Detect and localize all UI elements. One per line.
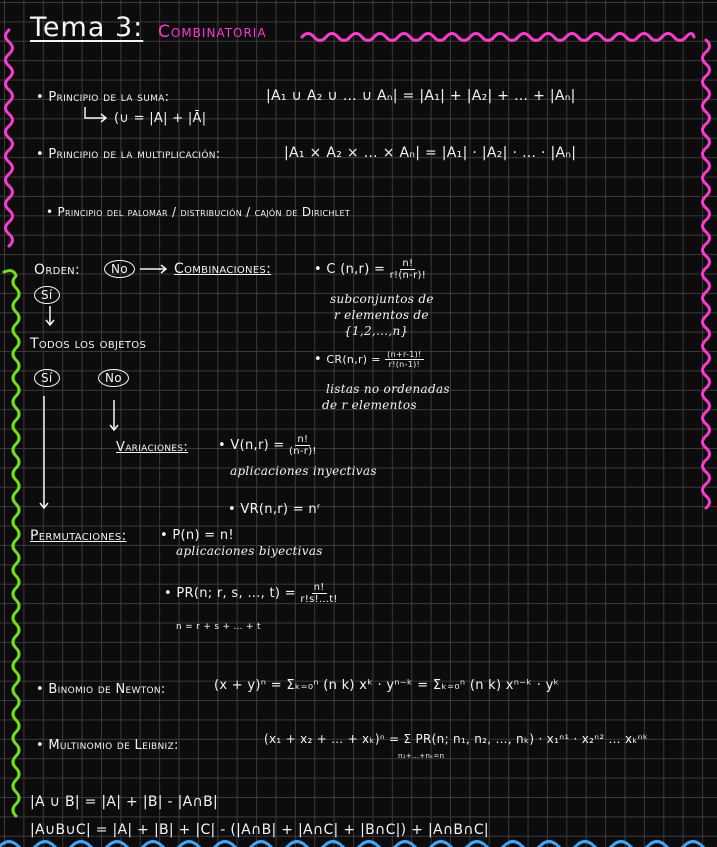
si-circle-2: Sí: [34, 369, 60, 387]
todos-si-arrow: [40, 396, 48, 508]
newton-formula: (x + y)ⁿ = Σₖ₌₀ⁿ (n k) xᵏ · yⁿ⁻ᵏ = Σₖ₌₀ⁿ (n k) xⁿ⁻ᵏ · yᵏ: [214, 678, 560, 693]
variaciones-heading: Variaciones:: [116, 440, 189, 455]
todos-si: [34, 369, 60, 387]
newton-item: [36, 682, 166, 697]
bullet: •: [228, 502, 236, 517]
bullet: •: [314, 352, 322, 367]
sum-principle: [36, 90, 169, 105]
v-formula: [218, 434, 317, 457]
cr-desc1: listas no ordenadas: [326, 382, 450, 396]
pink-wave-left: [6, 30, 13, 246]
sum-note: (∪ = |A| + |Ā|: [114, 111, 207, 126]
todos-no-arrow: [110, 400, 118, 430]
pigeon-label: Principio del palomar / distribución / cajón de Dirichlet: [57, 205, 351, 219]
sum-formula: |A₁ ∪ A₂ ∪ … ∪ Aₙ| = |A₁| + |A₂| + … + |Aₙ|: [266, 88, 576, 104]
combinaciones-heading: Combinaciones:: [174, 261, 272, 277]
todos-objetos: Todos los objetos: [30, 336, 147, 352]
bullet: •: [36, 90, 44, 105]
mult-label: Principio de la multiplicación:: [48, 147, 221, 162]
v-num: n!: [297, 434, 309, 445]
bullet: •: [314, 262, 322, 277]
v-frac: [289, 434, 317, 457]
p-desc: aplicaciones biyectivas: [176, 544, 323, 558]
c-desc3: {1,2,…,n}: [344, 324, 409, 338]
vr-formula: [228, 502, 321, 517]
orden-si: [34, 286, 60, 304]
no-circle: No: [104, 260, 135, 278]
pigeon-principle: [46, 205, 350, 219]
pr-den: r!s!…t!: [300, 594, 338, 605]
c-den: r!(n-r)!: [389, 270, 427, 281]
inclusion-exclusion-2: |A ∪ B| = |A| + |B| - |A∩B|: [30, 794, 218, 810]
permutaciones-heading: Permutaciones:: [30, 528, 127, 544]
si-circle: Sí: [34, 286, 60, 304]
c-formula: [314, 258, 426, 281]
pr-cond: n = r + s + … + t: [176, 622, 261, 632]
cr-frac: [385, 350, 423, 369]
mult-formula: |A₁ × A₂ × … × Aₙ| = |A₁| · |A₂| · … · |Aₙ|: [284, 145, 577, 161]
c-num: n!: [402, 258, 414, 269]
vr-text: VR(n,r) = nʳ: [240, 502, 321, 517]
c-lhs: C (n,r) =: [326, 262, 386, 277]
p-formula: [160, 528, 234, 543]
bullet: •: [36, 738, 44, 753]
bullet: •: [164, 586, 172, 601]
sum-label: Principio de la suma:: [48, 90, 170, 105]
bullet: •: [36, 147, 44, 162]
green-wave-left: [4, 271, 19, 816]
leibniz-item: [36, 738, 179, 753]
bullet: •: [160, 528, 168, 543]
v-lhs: V(n,r) =: [230, 438, 285, 453]
cr-lhs: CR(n,r) =: [326, 353, 381, 366]
mult-principle: [36, 147, 220, 162]
pink-wave-right: [703, 40, 710, 508]
pr-lhs: PR(n; r, s, …, t) =: [176, 586, 296, 601]
sum-arrow: [85, 107, 106, 122]
c-desc2: r elementos de: [334, 308, 429, 322]
blue-wave-bottom: [0, 842, 717, 847]
leibniz-formula: (x₁ + x₂ + … + xₖ)ⁿ = Σ PR(n; n₁, n₂, …, nₖ) · x₁ⁿ¹ · x₂ⁿ² … xₖⁿᵏ: [264, 732, 649, 746]
todos-no: [98, 369, 129, 387]
newton-label: Binomio de Newton:: [48, 682, 166, 697]
no-circle-2: No: [98, 369, 129, 387]
no-to-comb-arrow: [140, 265, 166, 273]
p-text: P(n) = n!: [172, 528, 234, 543]
page-subtitle: Combinatoria: [158, 22, 267, 42]
leibniz-sub: n₁+…+nₖ=n: [398, 752, 445, 760]
c-desc1: subconjuntos de: [330, 292, 434, 306]
orden-label: Orden:: [34, 262, 80, 278]
v-den: (n-r)!: [289, 446, 317, 457]
pr-formula: [164, 582, 338, 605]
page-title: Tema 3:: [30, 12, 144, 43]
pr-num: n!: [313, 582, 325, 593]
bullet: •: [36, 682, 44, 697]
cr-num: (n+r-1)!: [387, 350, 422, 359]
cr-desc2: de r elementos: [322, 398, 417, 412]
c-frac: [390, 258, 426, 281]
si-down-arrow: [46, 306, 54, 325]
pink-wave-top: [302, 34, 694, 41]
leibniz-label: Multinomio de Leibniz:: [48, 738, 179, 753]
bullet: •: [46, 205, 54, 219]
cr-formula: [314, 350, 424, 369]
orden-no: [104, 260, 135, 278]
cr-den: r!(n-1)!: [388, 360, 421, 369]
pr-frac: [300, 582, 337, 605]
bullet: •: [218, 438, 226, 453]
v-desc: aplicaciones inyectivas: [230, 464, 377, 478]
inclusion-exclusion-3: |A∪B∪C| = |A| + |B| + |C| - (|A∩B| + |A∩C| + |B∩C|) + |A∩B∩C|: [30, 822, 489, 838]
